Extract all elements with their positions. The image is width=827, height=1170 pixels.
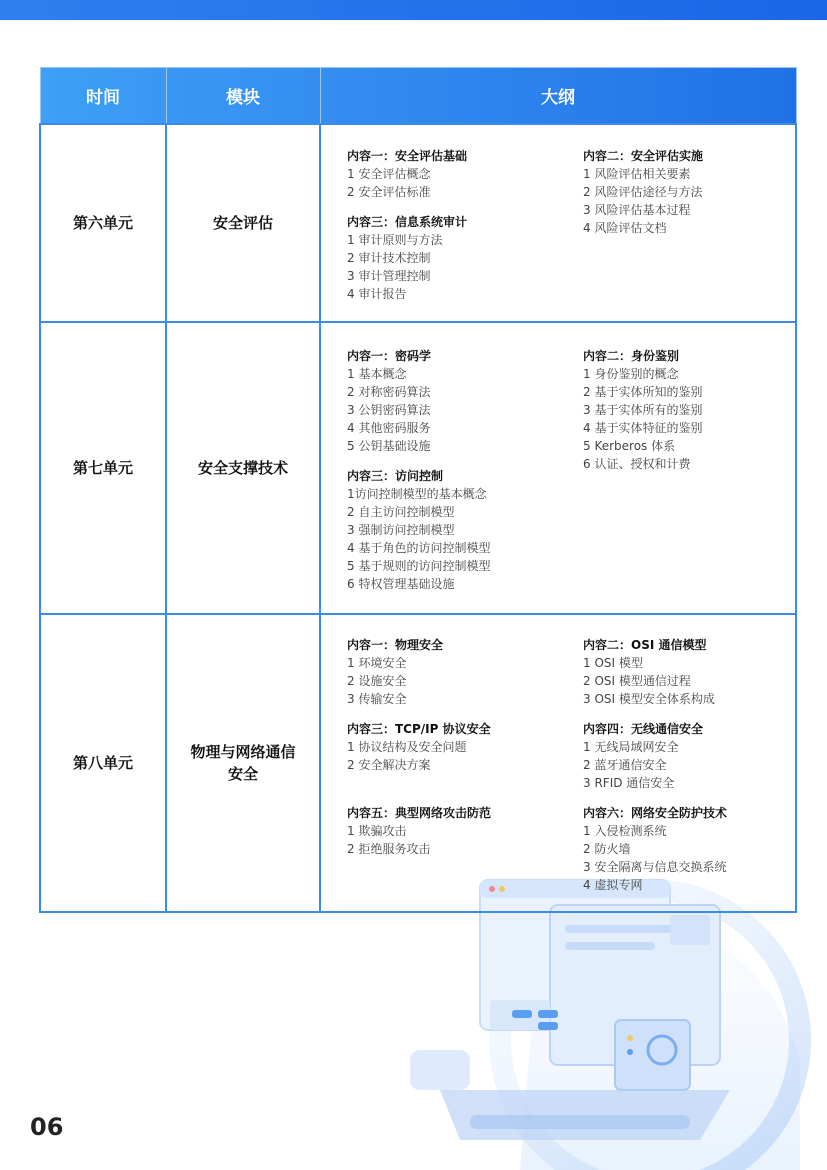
- content-title: 内容四：无线通信安全: [583, 722, 704, 736]
- table-row: [40, 614, 796, 912]
- content-block: [347, 467, 583, 593]
- content-item: 4 其他密码服务: [347, 421, 431, 435]
- content-item: 5 公钥基础设施: [347, 439, 431, 453]
- content-item: 2 安全评估标准: [347, 185, 431, 199]
- content-item: 3 基于实体所有的鉴别: [583, 403, 703, 417]
- content-block: [583, 720, 783, 792]
- content-block: [347, 147, 583, 201]
- unit-time: 第八单元: [40, 614, 166, 912]
- content-item: 2 防火墙: [583, 842, 631, 856]
- content-block: [583, 804, 783, 894]
- content-block: [347, 213, 583, 303]
- top-accent-bar: [0, 0, 827, 20]
- content-item: 4 虚拟专网: [583, 878, 643, 892]
- content-title: 内容二：安全评估实施: [583, 149, 704, 163]
- table-row: [40, 124, 796, 322]
- page-number: 06: [30, 1113, 64, 1141]
- content-item: 1 基本概念: [347, 367, 407, 381]
- content-item: 1访问控制模型的基本概念: [347, 487, 487, 501]
- content-item: 3 RFID 通信安全: [583, 776, 675, 790]
- content-item: 6 特权管理基础设施: [347, 577, 455, 591]
- unit-outline: [320, 322, 796, 614]
- content-item: 1 审计原则与方法: [347, 233, 443, 247]
- unit-module-line: 物理与网络通信: [190, 743, 296, 761]
- unit-module: [166, 614, 320, 912]
- content-block: [347, 804, 583, 894]
- header-outline: 大纲: [320, 68, 796, 125]
- content-item: 3 风险评估基本过程: [583, 203, 691, 217]
- content-item: 4 基于角色的访问控制模型: [347, 541, 491, 555]
- content-item: 2 自主访问控制模型: [347, 505, 455, 519]
- content-item: 2 基于实体所知的鉴别: [583, 385, 703, 399]
- content-item: 3 强制访问控制模型: [347, 523, 455, 537]
- content-item: 2 风险评估途径与方法: [583, 185, 703, 199]
- content-item: 3 审计管理控制: [347, 269, 431, 283]
- content-item: 1 无线局域网安全: [583, 740, 679, 754]
- content-block: [347, 347, 583, 455]
- content-item: 3 OSI 模型安全体系构成: [583, 692, 715, 706]
- content-item: 3 公钥密码算法: [347, 403, 431, 417]
- unit-module: 安全支撑技术: [166, 322, 320, 614]
- content-item: 5 Kerberos 体系: [583, 439, 676, 453]
- content-item: 2 蓝牙通信安全: [583, 758, 667, 772]
- content-item: 5 基于规则的访问控制模型: [347, 559, 491, 573]
- content-title: 内容二：身份鉴别: [583, 349, 680, 363]
- unit-outline: [320, 124, 796, 322]
- table-row: [40, 322, 796, 614]
- content-item: 1 协议结构及安全问题: [347, 740, 467, 754]
- content-item: 4 风险评估文档: [583, 221, 667, 235]
- content-item: 4 审计报告: [347, 287, 407, 301]
- content-item: 6 认证、授权和计费: [583, 457, 691, 471]
- content-item: 3 传输安全: [347, 692, 407, 706]
- content-item: 1 风险评估相关要素: [583, 167, 691, 181]
- content-item: 2 OSI 模型通信过程: [583, 674, 691, 688]
- content-block: [583, 147, 783, 291]
- content-item: 3 安全隔离与信息交换系统: [583, 860, 727, 874]
- content-item: 1 入侵检测系统: [583, 824, 667, 838]
- content-item: 2 安全解决方案: [347, 758, 431, 772]
- content-item: 4 基于实体特征的鉴别: [583, 421, 703, 435]
- content-title: 内容一：物理安全: [347, 638, 444, 652]
- content-item: 1 安全评估概念: [347, 167, 431, 181]
- unit-time: 第七单元: [40, 322, 166, 614]
- content-item: 1 欺骗攻击: [347, 824, 407, 838]
- unit-outline: [320, 614, 796, 912]
- content-item: 2 审计技术控制: [347, 251, 431, 265]
- table-header-row: [40, 68, 796, 125]
- content-title: 内容三：信息系统审计: [347, 215, 468, 229]
- content-item: 2 设施安全: [347, 674, 407, 688]
- content-title: 内容六：网络安全防护技术: [583, 806, 728, 820]
- content-item: 2 对称密码算法: [347, 385, 431, 399]
- header-module: 模块: [166, 68, 320, 125]
- content-block: [583, 636, 783, 708]
- unit-module-line: 安全: [227, 765, 258, 783]
- unit-time: 第六单元: [40, 124, 166, 322]
- syllabus-table: [39, 67, 797, 913]
- content-title: 内容一：密码学: [347, 349, 432, 363]
- content-title: 内容一：安全评估基础: [347, 149, 468, 163]
- content-item: 1 环境安全: [347, 656, 407, 670]
- content-item: 1 身份鉴别的概念: [583, 367, 679, 381]
- unit-module: 安全评估: [166, 124, 320, 322]
- content-title: 内容三：TCP/IP 协议安全: [347, 722, 491, 736]
- header-time: 时间: [40, 68, 166, 125]
- content-item: 1 OSI 模型: [583, 656, 643, 670]
- content-title: 内容三：访问控制: [347, 469, 444, 483]
- content-title: 内容二：OSI 通信模型: [583, 638, 707, 652]
- content-block: [583, 347, 783, 581]
- content-block: [347, 636, 583, 708]
- content-title: 内容五：典型网络攻击防范: [347, 806, 492, 820]
- content-block: [347, 720, 583, 792]
- content-item: 2 拒绝服务攻击: [347, 842, 431, 856]
